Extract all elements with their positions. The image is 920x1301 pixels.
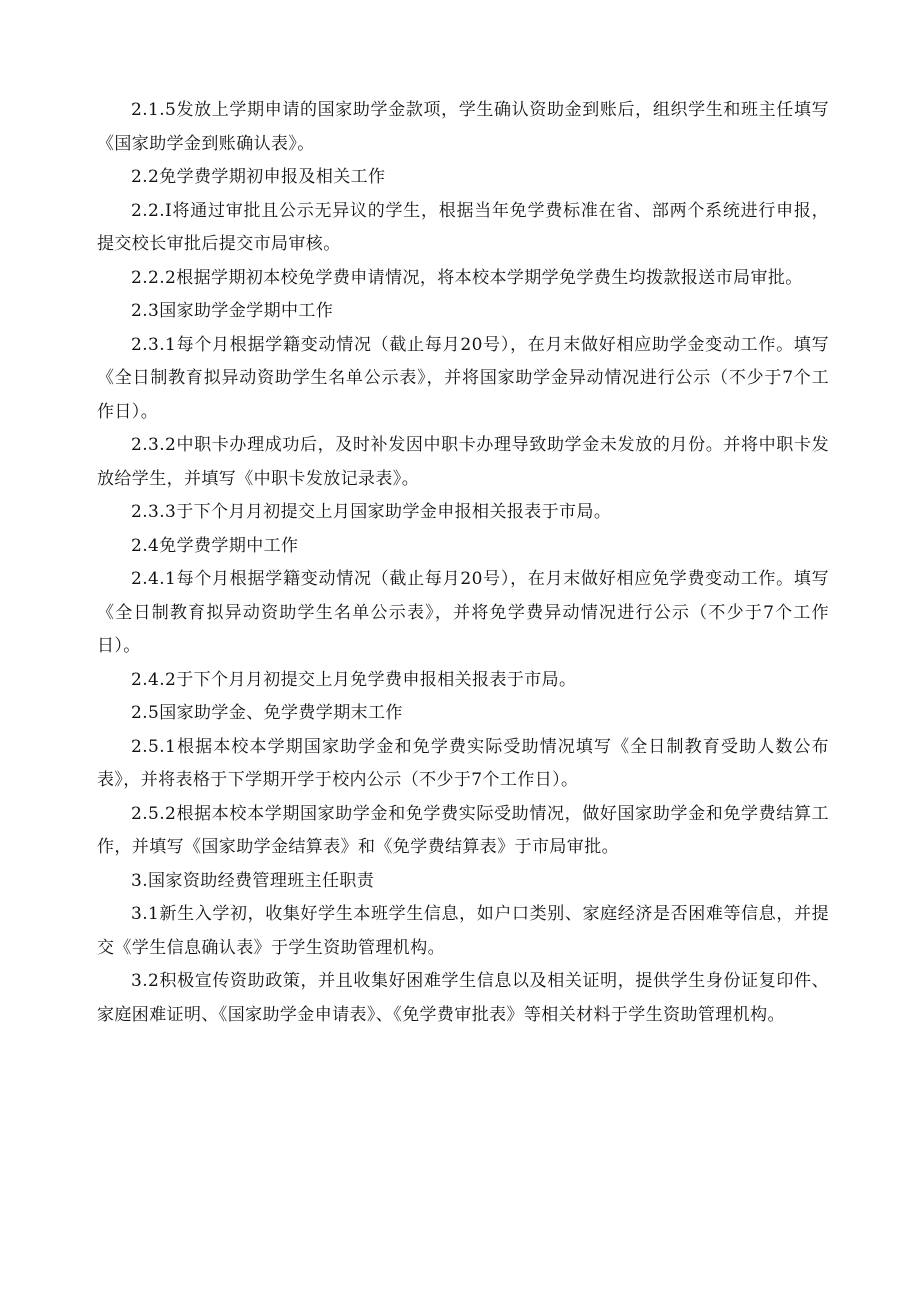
paragraph-3-1: 3.1新生入学初，收集好学生本班学生信息，如户口类别、家庭经济是否困难等信息，并提交《学生信息确认表》于学生资助管理机构。	[97, 904, 829, 958]
heading-2-4: 2.4免学费学期中工作	[131, 535, 299, 556]
paragraph-2-3-3: 2.3.3于下个月月初提交上月国家助学金申报相关报表于市局。	[131, 502, 612, 522]
heading-2-3: 2.3国家助学金学期中工作	[131, 301, 334, 321]
paragraph-2-4-2: 2.4.2于下个月月初提交上月免学费申报相关报表于市局。	[131, 669, 577, 690]
document-body	[97, 94, 829, 1032]
paragraph-2-1-5: 2.1.5发放上学期申请的国家助学金款项，学生确认资助金到账后，组织学生和班主任填写《国家助学金到账确认表》。	[97, 100, 829, 154]
paragraph-3-2: 3.2积极宣传资助政策，并且收集好困难学生信息以及相关证明，提供学生身份证复印件、家庭困难证明、《国家助学金申请表》、《免学费审批表》等相关材料于学生资助管理机构。	[97, 971, 829, 1025]
heading-2-5: 2.5国家助学金、免学费学期末工作	[131, 703, 403, 723]
paragraph-2-5-2: 2.5.2根据本校本学期国家助学金和免学费实际受助情况，做好国家助学金和免学费结算工作，并填写《国家助学金结算表》和《免学费结算表》于市局审批。	[97, 803, 829, 857]
paragraph-2-2-1: 2.2.I将通过审批且公示无异议的学生，根据当年免学费标准在省、部两个系统进行申报，提交校长审批后提交市局审核。	[97, 200, 829, 254]
paragraph-2-3-2: 2.3.2中职卡办理成功后，及时补发因中职卡办理导致助学金未发放的月份。并将中职卡发放给学生，并填写《中职卡发放记录表》。	[97, 435, 829, 489]
paragraph-2-2-2: 2.2.2根据学期初本校免学费申请情况，将本校本学期学免学费生均拨款报送市局审批。	[131, 267, 803, 288]
paragraph-2-4-1: 2.4.1每个月根据学籍变动情况（截止每月20号），在月末做好相应免学费变动工作。填写《全日制教育拟异动资助学生名单公示表》，并将免学费异动情况进行公示（不少于7个工作日）。	[97, 569, 829, 656]
heading-2-2: 2.2免学费学期初申报及相关工作	[131, 167, 386, 187]
paragraph-2-3-1: 2.3.1每个月根据学籍变动情况（截止每月20号），在月末做好相应助学金变动工作。填写《全日制教育拟异动资助学生名单公示表》，并将国家助学金异动情况进行公示（不少于7个工作日）。	[97, 334, 829, 422]
paragraph-2-5-1: 2.5.1根据本校本学期国家助学金和免学费实际受助情况填写《全日制教育受助人数公布表》，并将表格于下学期开学于校内公示（不少于7个工作日）。	[97, 736, 829, 790]
heading-3: 3.国家资助经费管理班主任职责	[131, 870, 375, 891]
